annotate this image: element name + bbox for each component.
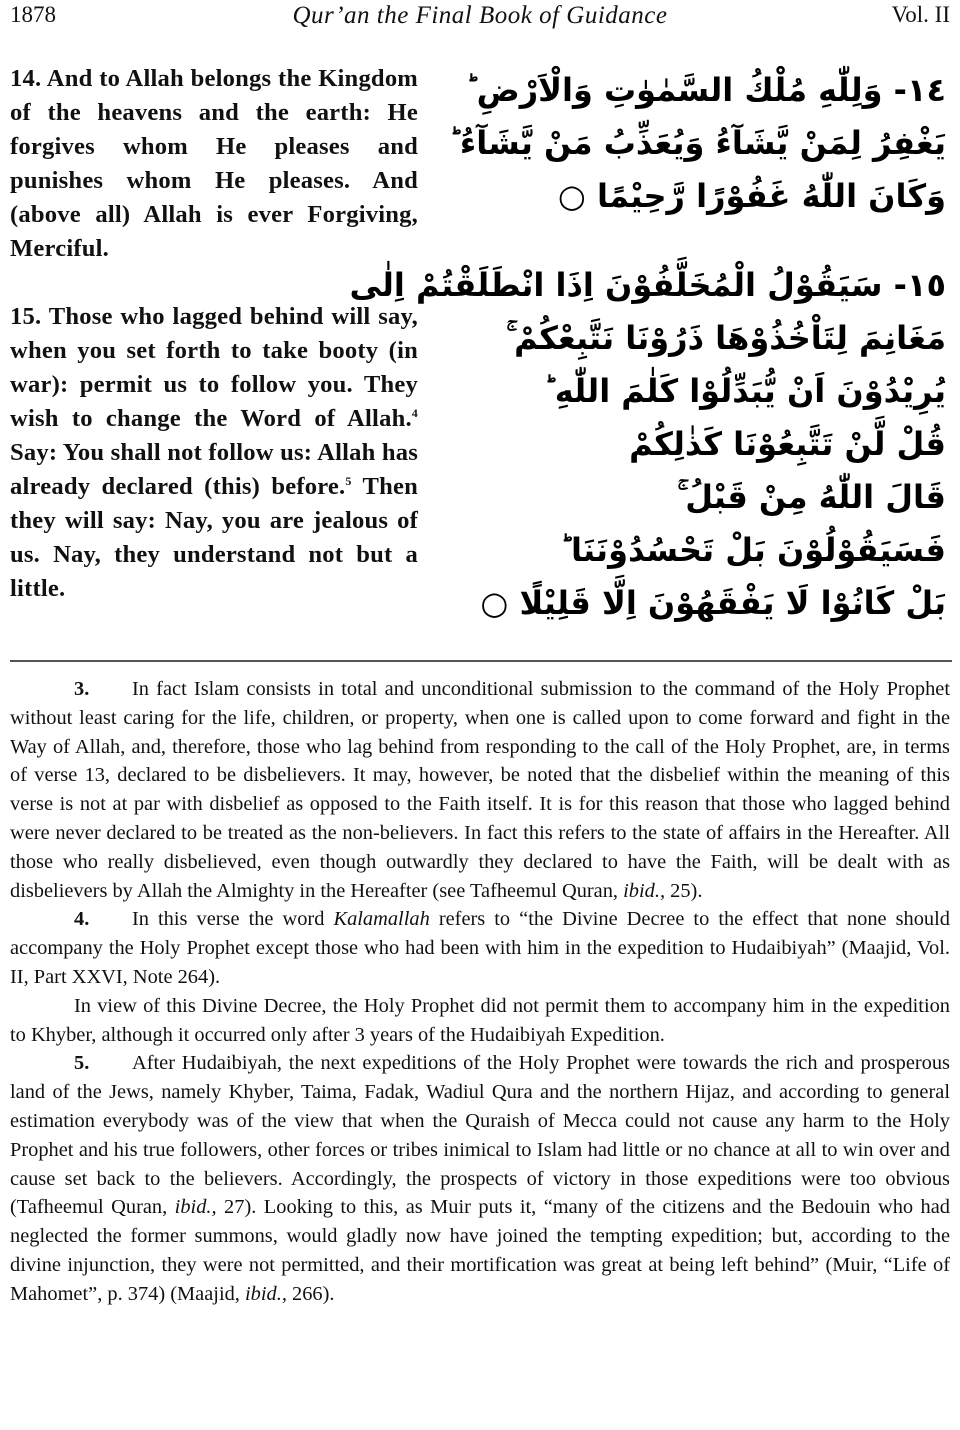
page-header bbox=[10, 2, 950, 36]
footnote-5 bbox=[10, 1049, 950, 1308]
footnote-4 bbox=[10, 905, 950, 991]
footnote-number: 3. bbox=[74, 678, 90, 700]
verse-gap bbox=[526, 223, 946, 259]
footnote-text: In fact Islam consists in total and unconditional submission to the command of the Holy Prophet without least caring for the life, children, or property, when one is called upon to come forward and fight in the Way of Allah, and, therefore, those who lag behind from responding to the call of the Holy Prophet, are, in terms of verse 13, declared to be disbelievers. It may, however, be noted that the disbelief within the meaning of this verse is not at par with disbelief as opposed to the Faith itself. It is for this reason that those who lagged behind were never declared to be treated as the non-believers. In fact this refers to the state of affairs in the Hereafter. All those who really disbelieved, even though outwardly they declared to have the Faith, will be dealt with as disbelievers by Allah the Almighty in the Hereafter (see Tafheemul Quran, bbox=[10, 678, 950, 902]
footnote-3 bbox=[10, 675, 950, 905]
arabic-line: يَغْفِرُ لِمَنْ يَّشَآءُ وَيُعَذِّبُ مَنْ يَّشَآءُ ؕ bbox=[448, 124, 946, 162]
verse-15-text-part: Then they will say: Nay, you are jealous of us. Nay, they understand not but a little. bbox=[10, 473, 418, 602]
footnote-text: refers to “the Divine Decree to the effect that none should accompany the Holy Prophet except those who had been with him in the expedition to Hudaibiyah” (Maajid, Vol. II, Part XXVI, Note 264). bbox=[10, 908, 950, 988]
arabic-line: بَلْ كَانُوْا لَا يَفْقَهُوْنَ اِلَّا قَلِيْلًا ○ bbox=[480, 584, 946, 622]
arabic-line: ١٥- سَيَقُوْلُ الْمُخَلَّفُوْنَ اِذَا انْطَلَقْتُمْ اِلٰى bbox=[349, 266, 946, 304]
footnote-number: 5. bbox=[74, 1052, 90, 1075]
verse-14-translation: 14. And to Allah belongs the Kingdom of the heavens and the earth: He forgives whom He pleases and punishes whom He pleases. And (above all) Allah is ever Forgiving, Merciful. bbox=[10, 65, 418, 262]
footnote-text: 27). Looking to this, as Muir puts it, “many of the citizens and the Bedouin who had neglected the former summons, would gladly now have joined the tempting expedition; but, according to the divine injunction, they were not permitted, and their mortification was great at being left behind” (Muir, “Life of Mahomet”, p. 374) (Maajid, bbox=[10, 1196, 950, 1305]
verse-15-text-part: Say: You shall not follow us: Allah has already declared (this) before. bbox=[10, 439, 419, 500]
arabic-line: ١٤- وَلِلّٰهِ مُلْكُ السَّمٰوٰتِ وَالْاَرْضِ ؕ bbox=[465, 71, 946, 109]
ibid-ref: ibid., bbox=[623, 879, 666, 902]
verse-15-translation bbox=[10, 300, 418, 606]
footnote-text: In this verse the word bbox=[132, 908, 334, 931]
verse-translations bbox=[10, 62, 418, 606]
footnote-4-continued: In view of this Divine Decree, the Holy Prophet did not permit them to accompany him in the expedition to Khyber, although it occurred only after 3 years of the Hudaibiyah Expedition. bbox=[10, 994, 950, 1046]
page-number: 1878 bbox=[10, 2, 56, 27]
arabic-line: مَغَانِمَ لِتَاْخُذُوْهَا ذَرُوْنَا نَتَّبِعْكُمْ ۚ bbox=[506, 319, 946, 357]
footnote-ref-4[interactable]: 4 bbox=[411, 405, 418, 420]
book-title: Qur’an the Final Book of Guidance bbox=[292, 2, 668, 29]
arabic-line: قُلْ لَّنْ تَتَّبِعُوْنَا كَذٰلِكُمْ bbox=[629, 425, 946, 463]
kalamallah-term: Kalamallah bbox=[333, 908, 430, 931]
footnote-text: After Hudaibiyah, the next expeditions of the Holy Prophet were towards the rich and prosperous land of the Jews, namely Khyber, Taima, Fadak, Wadiul Qura and the northern Hijaz, and according to general estimation everybody was of the view that when the Quraish of Mecca could not cause any harm to the Holy Prophet and his true followers, other forces or tribes inimical to Islam had little or no chance at all to win over and cause set back to the believers. Accordingly, the prospects of victory in those expeditions were too obvious (Tafheemul Quran, bbox=[10, 1052, 950, 1219]
footnote-text: 25). bbox=[665, 879, 703, 902]
verse-15-text-part: 15. Those who lagged behind will say, when you set forth to take booty (in war): permit us to follow you. They wish to change the Word of Allah. bbox=[10, 303, 418, 432]
arabic-line: يُرِيْدُوْنَ اَنْ يُّبَدِّلُوْا كَلٰمَ اللّٰهِ ؕ bbox=[543, 372, 946, 410]
footnote-text: 266). bbox=[286, 1282, 335, 1305]
ibid-ref: ibid., bbox=[245, 1282, 287, 1305]
footnotes bbox=[10, 675, 950, 1309]
arabic-line: قَالَ اللّٰهُ مِنْ قَبْلُ ۚ bbox=[677, 478, 946, 516]
section-divider bbox=[10, 660, 952, 662]
footnote-ref-5[interactable]: 5 bbox=[345, 473, 352, 488]
footnote-number: 4. bbox=[74, 908, 90, 931]
arabic-line: وَكَانَ اللّٰهُ غَفُوْرًا رَّحِيْمًا ○ bbox=[557, 177, 946, 215]
arabic-text-column bbox=[349, 64, 946, 630]
arabic-line: فَسَيَقُوْلُوْنَ بَلْ تَحْسُدُوْنَنَا ؕ bbox=[559, 531, 946, 569]
ibid-ref: ibid., bbox=[174, 1196, 217, 1219]
volume-label: Vol. II bbox=[891, 2, 950, 27]
